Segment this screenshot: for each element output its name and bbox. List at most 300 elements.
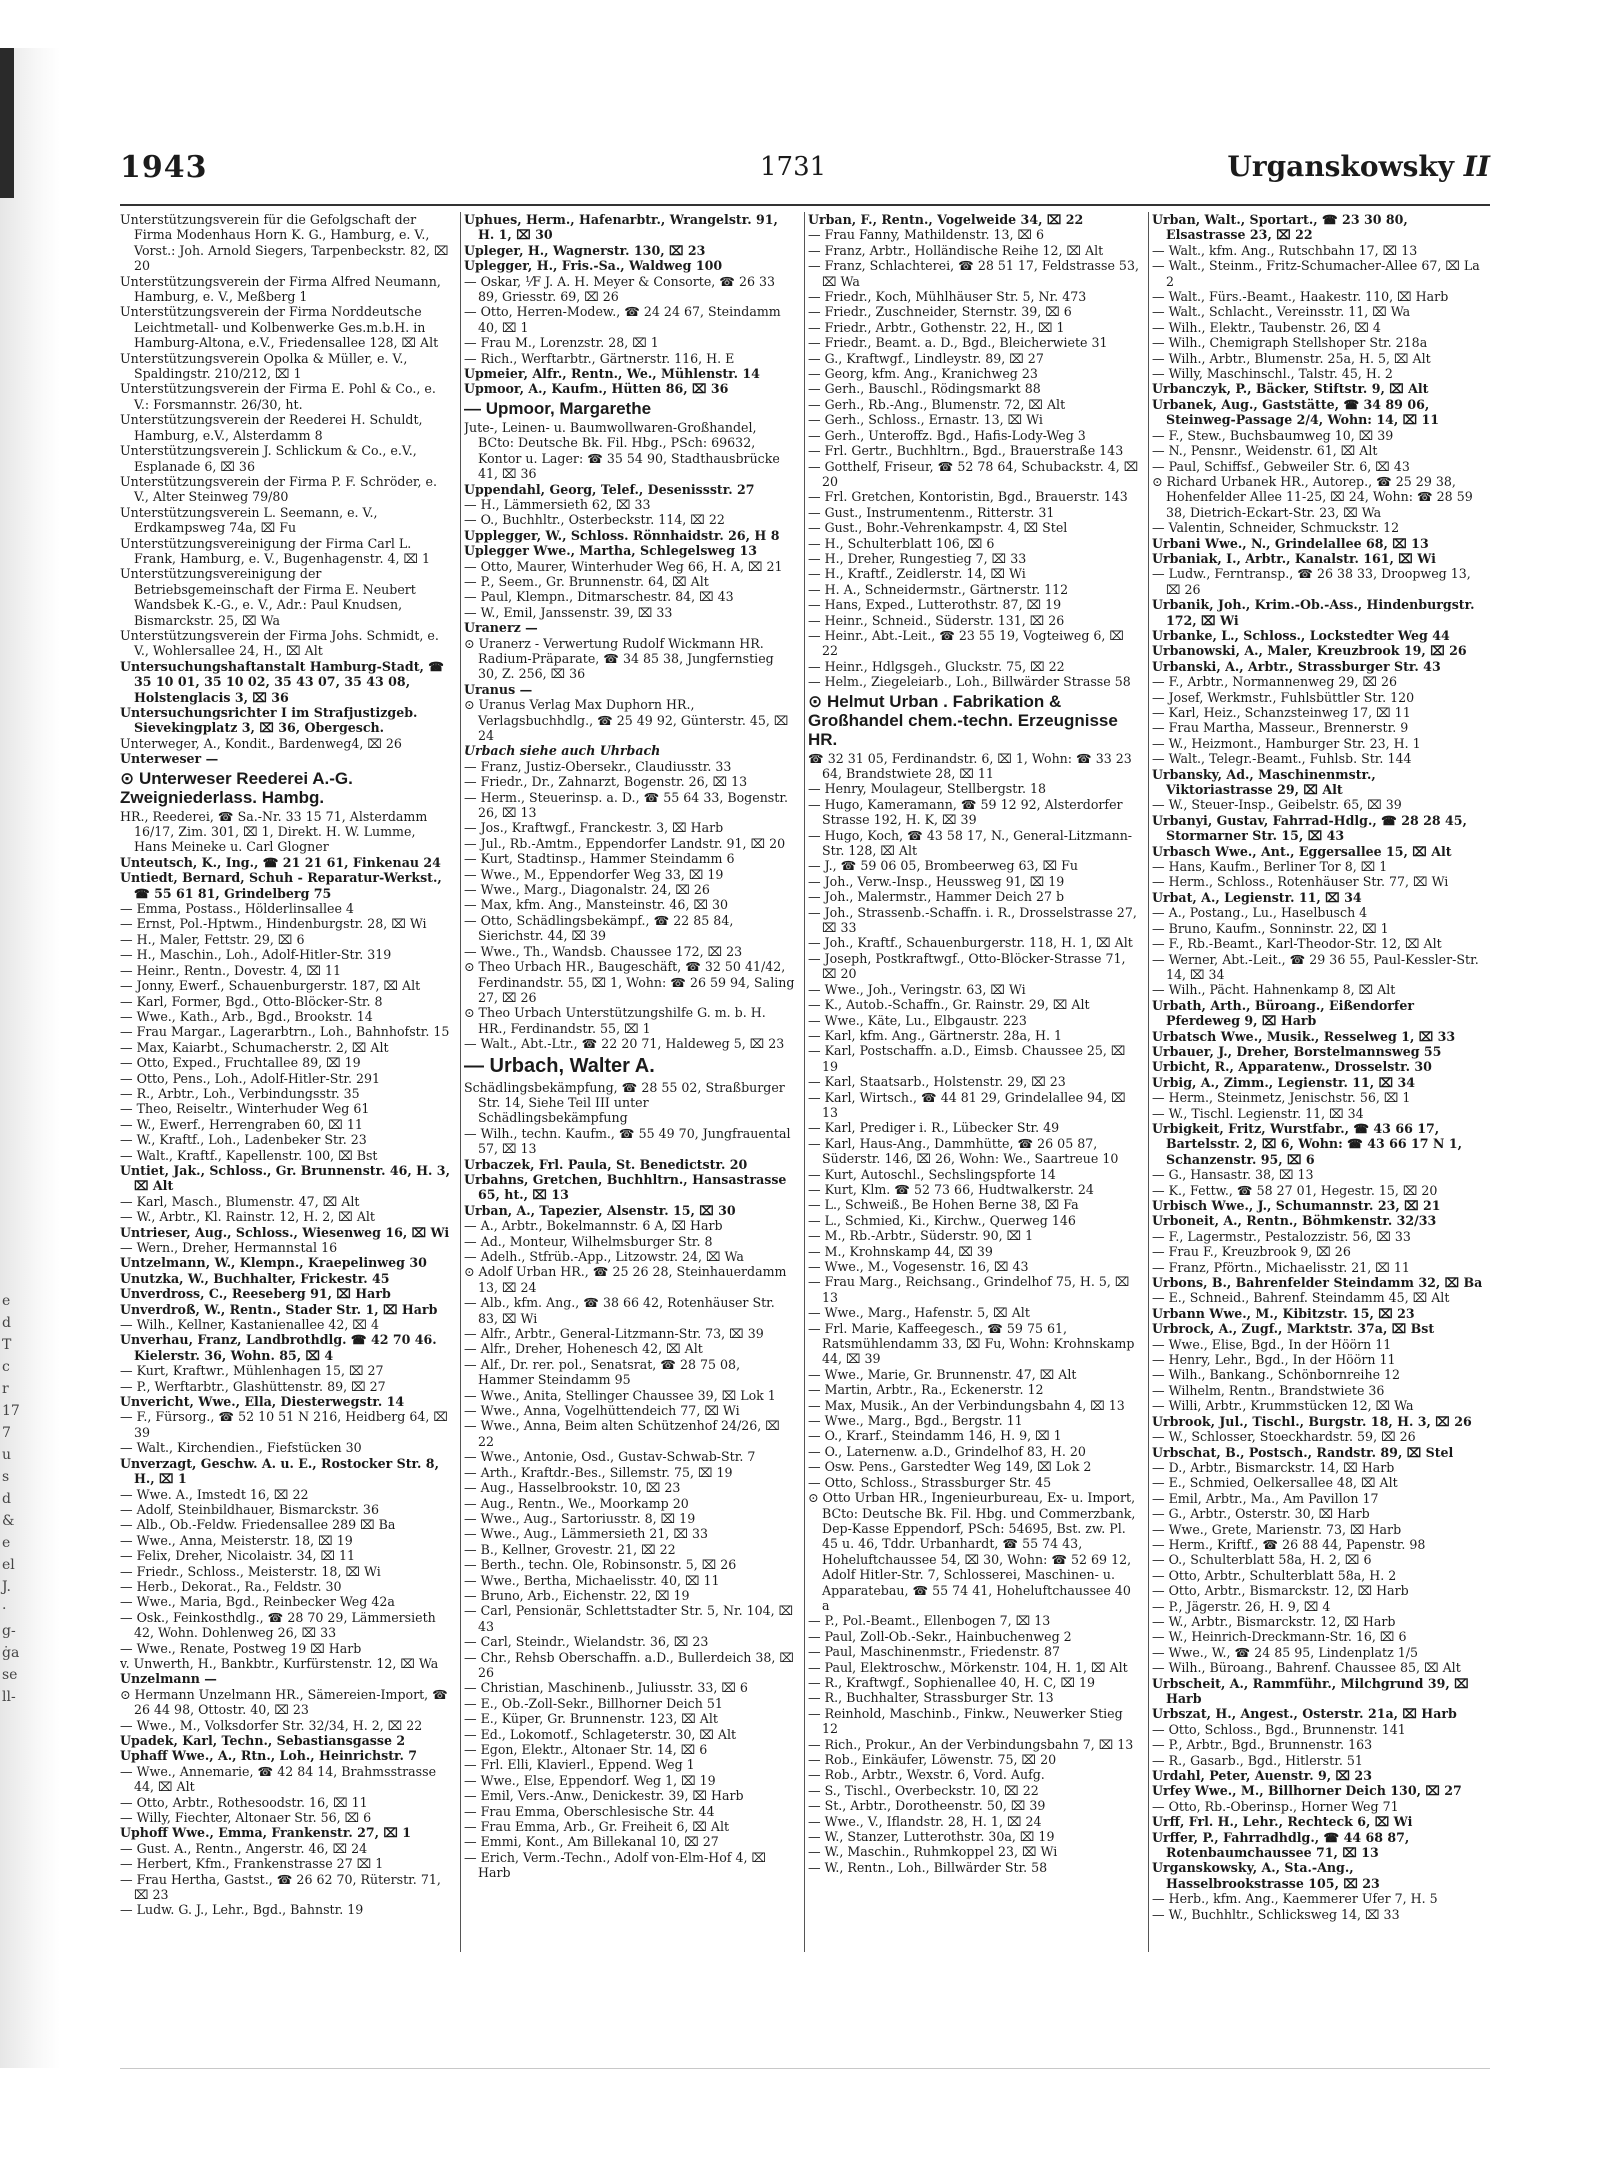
directory-entry: — Otto, Arbtr., Bismarckstr. 12, ⌧ Harb: [1152, 1583, 1409, 1599]
directory-entry: — W., Buchhltr., Schlicksweg 14, ⌧ 33: [1152, 1906, 1400, 1922]
directory-entry: — Max, kfm. Ang., Mansteinstr. 46, ⌧ 30: [464, 897, 728, 913]
directory-entry: — Adolf, Steinbildhauer, Bismarckstr. 36: [120, 1501, 379, 1517]
directory-entry: — Wwe., Anna, Beim alten Schützenhof 24/26, ⌧ 22: [464, 1418, 780, 1449]
directory-entry: Urboneit, A., Rentn., Böhmkenstr. 32/33: [1152, 1213, 1437, 1229]
directory-entry: — Heinr., Hdlgsgeh., Gluckstr. 75, ⌧ 22: [808, 658, 1065, 674]
directory-entry: — Frau Fanny, Mathildenstr. 13, ⌧ 6: [808, 227, 1045, 243]
directory-entry: Urbanyi, Gustav, Fahrrad-Hdlg., ☎ 28 28 45, Stormarner Str. 15, ⌧ 43: [1152, 812, 1467, 844]
directory-entry: — Friedr., Beamt. a. D., Bgd., Bleicherwiete 31: [808, 335, 1108, 351]
directory-entry: — Wwe., Marg., Bgd., Bergstr. 11: [808, 1413, 1023, 1429]
margin-fragment: J.: [2, 1579, 11, 1595]
directory-entry: — Ad., Monteur, Wilhelmsburger Str. 8: [464, 1233, 713, 1249]
margin-fragment: s: [2, 1469, 10, 1485]
directory-entry: — Otto, Maurer, Winterhuder Weg 66, H. A, ⌧ 21: [464, 558, 783, 574]
margin-fragment: g-: [2, 1623, 16, 1639]
directory-entry: — L., Schweiß., Be Hohen Berne 38, ⌧ Fa: [808, 1197, 1079, 1213]
directory-entry: Uplegger Wwe., Martha, Schlegelsweg 13: [464, 543, 757, 559]
directory-entry: — Oskar, ⅟F J. A. H. Meyer & Consorte, ☎ 26 33 89, Griesstr. 69, ⌧ 26: [464, 273, 776, 305]
directory-entry: Upleger, H., Wagnerstr. 130, ⌧ 23: [464, 242, 706, 258]
directory-entry: Unterstützungsverein der Firma Alfred Neumann, Hamburg, e. V., Meßberg 1: [120, 273, 441, 305]
directory-entry: — Upmoor, Margarethe: [464, 398, 652, 418]
directory-entry: Unverdross, C., Reeseberg 91, ⌧ Harb: [120, 1286, 391, 1302]
directory-entry: Urbanczyk, P., Bäcker, Stiftstr. 9, ⌧ Alt: [1152, 381, 1429, 397]
directory-entry: — Karl, Staatsarb., Holstenstr. 29, ⌧ 23: [808, 1074, 1066, 1090]
margin-fragment: d: [2, 1315, 11, 1331]
directory-entry: — Frau F., Kreuzbrook 9, ⌧ 26: [1152, 1244, 1351, 1260]
directory-entry: — Alfr., Dreher, Hohenesch 42, ⌧ Alt: [464, 1341, 703, 1357]
directory-entry: — Gerh., Schloss., Ernastr. 13, ⌧ Wi: [808, 412, 1043, 428]
directory-entry: — Gerh., Unteroffz. Bgd., Hafis-Lody-Weg 3: [808, 427, 1086, 443]
directory-entry: Urbrock, A., Zugf., Marktstr. 37a, ⌧ Bst: [1152, 1321, 1435, 1337]
directory-entry: — Willy, Fiechter, Altonaer Str. 56, ⌧ 6: [120, 1810, 372, 1826]
directory-entry: — Herm., Steuerinsp. a. D., ☎ 55 64 33, Bogenstr. 26, ⌧ 13: [464, 789, 788, 821]
margin-fragment: ·: [2, 1601, 7, 1617]
margin-fragment: c: [2, 1359, 10, 1375]
directory-entry: — Gerh., Bauschl., Rödingsmarkt 88: [808, 381, 1041, 397]
directory-entry: Unverdroß, W., Rentn., Stader Str. 1, ⌧ Harb: [120, 1301, 438, 1317]
directory-entry: — H., Schulterblatt 106, ⌧ 6: [808, 535, 995, 551]
directory-entry: — Gerh., Rb.-Ang., Blumenstr. 72, ⌧ Alt: [808, 396, 1066, 412]
directory-entry: — P., Arbtr., Bgd., Brunnenstr. 163: [1152, 1737, 1373, 1753]
directory-entry: — Otto, Schloss., Strassburger Str. 45: [808, 1474, 1052, 1490]
directory-entry: — Otto, Schädlingsbekämpf., ☎ 22 85 84, Sierichstr. 44, ⌧ 39: [464, 912, 734, 944]
directory-entry: — Werner, Abt.-Leit., ☎ 29 36 55, Paul-Kessler-Str. 14, ⌧ 34: [1152, 951, 1479, 982]
directory-entry: Unverhau, Franz, Landbrothdlg. ☎ 42 70 46. Kielerstr. 36, Wohn. 85, ⌧ 4: [120, 1332, 437, 1363]
directory-entry: Uranus —: [464, 681, 533, 697]
scan-edge: [0, 48, 60, 2068]
margin-fragment: u: [2, 1447, 12, 1463]
directory-entry: — Karl, Haus-Ang., Dammhütte, ☎ 26 05 87, Süderstr. 146, ⌧ 26, Wohn: We., Saartreue 10: [808, 1135, 1119, 1167]
directory-entry: — Felix, Dreher, Nicolaistr. 34, ⌧ 11: [120, 1548, 356, 1564]
directory-entry: Urbanski, A., Arbtr., Strassburger Str. 43: [1152, 658, 1441, 674]
directory-entry: — K., Autob.-Schaffn., Gr. Rainstr. 29, ⌧ Alt: [808, 997, 1090, 1013]
directory-entry: — Gust. A., Rentn., Angerstr. 46, ⌧ 24: [120, 1840, 368, 1856]
directory-entry: — Wilh., Büroang., Bahrenf. Chaussee 85, ⌧ Alt: [1152, 1660, 1461, 1676]
directory-entry: — Wwe., M., Eppendorfer Weg 33, ⌧ 19: [464, 866, 724, 882]
directory-entry: Unterstützungsverein der Firma P. F. Schröder, e. V., Alter Steinweg 79/80: [120, 473, 438, 505]
directory-entry: — Urbach, Walter A.: [464, 1054, 655, 1077]
directory-entry: — Frl. Elli, Klavierl., Eppend. Weg 1: [464, 1757, 695, 1773]
margin-fragment: e: [2, 1293, 11, 1309]
column-1: [120, 212, 452, 1952]
directory-entry: — Franz, Schlachterei, ☎ 28 51 17, Feldstrasse 53, ⌧ Wa: [808, 258, 1139, 289]
directory-entry: Urbat, A., Legienstr. 11, ⌧ 34: [1152, 889, 1362, 905]
directory-entry: — Wwe., W., ☎ 24 85 95, Lindenplatz 1/5: [1152, 1644, 1419, 1660]
directory-entry: — E., Schneid., Bahrenf. Steindamm 45, ⌧ Alt: [1152, 1290, 1450, 1306]
directory-entry: — Adelh., Stfrüb.-App., Litzowstr. 24, ⌧ Wa: [464, 1249, 744, 1264]
directory-entry: — Paul, Schiffsf., Gebweiler Str. 6, ⌧ 43: [1152, 458, 1410, 474]
directory-entry: — Martin, Arbtr., Ra., Eckenerstr. 12: [808, 1382, 1044, 1398]
directory-entry: — Wwe., Aug., Sartoriusstr. 8, ⌧ 19: [464, 1510, 696, 1526]
directory-entry: — Aug., Hasselbrookstr. 10, ⌧ 23: [464, 1480, 681, 1496]
directory-entry: — Walt., Fürs.-Beamt., Haakestr. 110, ⌧ Harb: [1152, 289, 1449, 305]
directory-entry: — Josef, Werkmstr., Fuhlsbüttler Str. 120: [1152, 689, 1415, 705]
directory-entry: Unterweger, A., Kondit., Bardenweg4, ⌧ 26: [120, 735, 402, 751]
directory-entry: — W., Heinrich-Dreckmann-Str. 16, ⌧ 6: [1152, 1629, 1407, 1645]
directory-entry: — A., Postang., Lu., Haselbusch 4: [1152, 905, 1368, 921]
directory-entry: Urff, Frl. H., Lehr., Rechteck 6, ⌧ Wi: [1152, 1814, 1413, 1830]
directory-entry: ⊙ Theo Urbach HR., Baugeschäft, ☎ 32 50 41/42, Ferdinandstr. 55, ⌧ 1, Wohn: ☎ 26 59 94, Saling 27, ⌧ 26: [464, 959, 795, 1005]
header-page-number: 1731: [760, 152, 827, 182]
directory-entry: — Georg, kfm. Ang., Kranichweg 23: [808, 366, 1038, 382]
directory-entry: — Otto, Herren-Modew., ☎ 24 24 67, Steindamm 40, ⌧ 1: [464, 304, 781, 335]
directory-entry: — Karl, Heiz., Schanzsteinweg 17, ⌧ 11: [1152, 705, 1411, 720]
directory-entry: — Karl, kfm. Ang., Gärtnerstr. 28a, H. 1: [808, 1027, 1063, 1043]
margin-fragment: el: [2, 1557, 15, 1573]
directory-entry: — Heinr., Rentn., Dovestr. 4, ⌧ 11: [120, 962, 342, 978]
directory-entry: Urbigkeit, Fritz, Wurstfabr., ☎ 43 66 17, Bartelsstr. 2, ⌧ 6, Wohn: ☎ 43 66 17 N 1, Schanzenstr. 95, ⌧ 6: [1152, 1120, 1462, 1167]
directory-entry: — H., Kraftf., Zeidlerstr. 14, ⌧ Wi: [808, 566, 1026, 582]
directory-entry: — Ludw., Ferntransp., ☎ 26 38 33, Droopweg 13, ⌧ 26: [1152, 566, 1471, 597]
directory-entry: — Kurt, Kraftwr., Mühlenhagen 15, ⌧ 27: [120, 1363, 384, 1379]
directory-entry: — Paul, Klempn., Ditmarschestr. 84, ⌧ 43: [464, 589, 734, 605]
directory-entry: — Otto, Arbtr., Schulterblatt 58a, H. 2: [1152, 1567, 1397, 1583]
margin-fragment: se: [2, 1667, 18, 1683]
directory-entry: Unterstützungsverein Opolka & Müller, e. V., Spaldingstr. 210/212, ⌧ 1: [120, 350, 408, 382]
directory-entry: v. Unwerth, H., Bankbtr., Kurfürstenstr. 12, ⌧ Wa: [120, 1655, 439, 1671]
directory-entry: — W., Tischl. Legienstr. 11, ⌧ 34: [1152, 1105, 1364, 1121]
directory-entry: Urbszat, H., Angest., Osterstr. 21a, ⌧ Harb: [1152, 1706, 1457, 1722]
directory-entry: — O., Krarf., Steindamm 146, H. 9, ⌧ 1: [808, 1428, 1062, 1444]
directory-entry: Unterstützungsverein für die Gefolgschaft der Firma Modenhaus Horn K. G., Hamburg, e. V., Vorst.: Joh. Arnold Siegers, Tarpenbeckstr. 82, ⌧ 20: [120, 212, 449, 274]
directory-entry: Urbatsch Wwe., Musik., Resselweg 1, ⌧ 33: [1152, 1028, 1456, 1044]
directory-entry: — Wwe., Maria, Bgd., Reinbecker Weg 42a: [120, 1594, 395, 1610]
directory-entry: — H., Lämmersieth 62, ⌧ 33: [464, 496, 651, 512]
directory-entry: — N., Pensnr., Weidenstr. 61, ⌧ Alt: [1152, 443, 1378, 459]
directory-entry: Unverzagt, Geschw. A. u. E., Rostocker Str. 8, H., ⌧ 1: [120, 1455, 439, 1487]
directory-entry: — Willi, Arbtr., Krummstücken 12, ⌧ Wa: [1152, 1398, 1414, 1414]
margin-fragment: r: [2, 1381, 9, 1397]
directory-entry: — F., Stew., Buchsbaumweg 10, ⌧ 39: [1152, 427, 1394, 443]
directory-entry: — W., Arbtr., Kl. Rainstr. 12, H. 2, ⌧ Alt: [120, 1209, 375, 1225]
directory-entry: — D., Arbtr., Bismarckstr. 14, ⌧ Harb: [1152, 1459, 1395, 1475]
directory-entry: — Karl, Prediger i. R., Lübecker Str. 49: [808, 1120, 1060, 1136]
directory-entry: Unterstützungsverein der Reederei H. Schuldt, Hamburg, e.V., Alsterdamm 8: [120, 412, 423, 443]
directory-entry: Urbig, A., Zimm., Legienstr. 11, ⌧ 34: [1152, 1074, 1415, 1090]
directory-entry: — Gust., Bohr.-Vehrenkampstr. 4, ⌧ Stel: [808, 520, 1068, 536]
directory-entry: — Heinr., Schneid., Süderstr. 131, ⌧ 26: [808, 612, 1065, 628]
directory-entry: — Ludw. G. J., Lehr., Bgd., Bahnstr. 19: [120, 1902, 364, 1918]
directory-entry: — Walt., kfm. Ang., Rutschbahn 17, ⌧ 13: [1152, 242, 1418, 258]
directory-entry: — Jonny, Ewerf., Schauenburgerstr. 187, ⌧ Alt: [120, 978, 421, 994]
directory-entry: — Hugo, Kameramann, ☎ 59 12 92, Alsterdorfer Strasse 192, H. K, ⌧ 39: [808, 796, 1123, 828]
margin-fragments: [2, 1290, 24, 1708]
directory-entry: — Karl, Wirtsch., ☎ 44 81 29, Grindelallee 94, ⌧ 13: [808, 1089, 1126, 1120]
directory-entry: — Emil, Arbtr., Ma., Am Pavillon 17: [1152, 1490, 1379, 1506]
directory-entry: Urbasch Wwe., Ant., Eggersallee 15, ⌧ Alt: [1152, 843, 1452, 859]
directory-entry: — Paul, Maschinenmstr., Friedenstr. 87: [808, 1644, 1061, 1660]
directory-entry: — Frl. Marie, Kaffeegesch., ☎ 59 75 61, Ratsmühlendamm 33, ⌧ Fu, Wohn: Krohnskamp 44, ⌧ 39: [808, 1320, 1135, 1367]
directory-entry: — Alf., Dr. rer. pol., Senatsrat, ☎ 28 75 08, Hammer Steindamm 95: [464, 1356, 741, 1388]
directory-entry: — Wwe., Marie, Gr. Brunnenstr. 47, ⌧ Alt: [808, 1366, 1077, 1382]
directory-entry: Unterstützungsverein J. Schlickum & Co., e.V., Esplanade 6, ⌧ 36: [120, 443, 417, 474]
directory-entry: ⊙ Adolf Urban HR., ☎ 25 26 28, Steinhauerdamm 13, ⌧ 24: [464, 1264, 787, 1295]
directory-entry: — Hans, Exped., Lutterothstr. 87, ⌧ 19: [808, 597, 1062, 613]
directory-entry: — Frl. Gretchen, Kontoristin, Bgd., Brauerstr. 143: [808, 489, 1128, 505]
directory-entry: — Carl, Steindr., Wielandstr. 36, ⌧ 23: [464, 1634, 709, 1650]
column-4: [1152, 212, 1484, 1952]
directory-entry: — Wilh., Elektr., Taubenstr. 26, ⌧ 4: [1152, 319, 1381, 335]
directory-entry: Urbrook, Jul., Tischl., Burgstr. 18, H. 3, ⌧ 26: [1152, 1413, 1472, 1429]
directory-entry: — E., Küper, Gr. Brunnenstr. 123, ⌧ Alt: [464, 1711, 718, 1727]
directory-entry: ⊙ Uranus Verlag Max Duphorn HR., Verlagsbuchhdlg., ☎ 25 49 92, Günterstr. 45, ⌧ 24: [464, 697, 789, 743]
directory-entry: — Wilh., techn. Kaufm., ☎ 55 49 70, Jungfrauental 57, ⌧ 13: [464, 1125, 791, 1157]
directory-entry: ⊙ Hermann Unzelmann HR., Sämereien-Import, ☎ 26 44 98, Ottostr. 40, ⌧ 23: [120, 1686, 448, 1718]
directory-entry: — Franz, Justiz-Obersekr., Claudiusstr. 33: [464, 758, 732, 774]
directory-entry: — Frl. Gertr., Buchhltrn., Bgd., Brauerstraße 143: [808, 443, 1124, 459]
directory-entry: — Wwe., Marg., Hafenstr. 5, ⌧ Alt: [808, 1305, 1030, 1321]
directory-entry: — B., Kellner, Grovestr. 21, ⌧ 22: [464, 1541, 676, 1557]
directory-entry: — Wilhelm, Rentn., Brandstwiete 36: [1152, 1382, 1385, 1398]
directory-entry: Urbaniak, I., Arbtr., Kanalstr. 161, ⌧ Wi: [1152, 550, 1436, 566]
directory-entry: ⊙ Theo Urbach Unterstützungshilfe G. m. b. H. HR., Ferdinandstr. 55, ⌧ 1: [464, 1005, 766, 1036]
directory-entry: — E., Ob.-Zoll-Sekr., Billhorner Deich 51: [464, 1695, 723, 1711]
directory-entry: — Wwe. A., Imstedt 16, ⌧ 22: [120, 1486, 309, 1502]
directory-entry: Uphoff Wwe., Emma, Frankenstr. 27, ⌧ 1: [120, 1825, 412, 1841]
directory-entry: Jute-, Leinen- u. Baumwollwaren-Großhandel, BCto: Deutsche Bk. Fil. Hbg., PSch: 69632, Kontor u. Lager: ☎ 35 54 90, Stadthausbrücke 41, ⌧ 36: [464, 419, 780, 482]
directory-entry: Urbanke, L., Schloss., Lockstedter Weg 44: [1152, 627, 1450, 643]
directory-entry: — Rob., Einkäufer, Löwenstr. 75, ⌧ 20: [808, 1752, 1057, 1767]
directory-entry: — Christian, Maschinenb., Juliusstr. 33, ⌧ 6: [464, 1680, 748, 1696]
directory-entry: Unutzka, W., Buchhalter, Frickestr. 45: [120, 1270, 390, 1286]
directory-columns: [120, 212, 1490, 1952]
directory-entry: — Joh., Verw.-Insp., Heussweg 91, ⌧ 19: [808, 873, 1065, 889]
directory-entry: Untzelmann, W., Klempn., Kraepelinweg 30: [120, 1255, 427, 1271]
directory-entry: Untersuchungshaftanstalt Hamburg-Stadt, ☎ 35 10 01, 35 10 02, 35 43 07, 35 43 08, Holstenglacis 3, ⌧ 36: [120, 658, 444, 705]
directory-entry: Urdahl, Peter, Auenstr. 9, ⌧ 23: [1152, 1768, 1372, 1784]
directory-entry: — P., Pol.-Beamt., Ellenbogen 7, ⌧ 13: [808, 1613, 1051, 1629]
directory-entry: — E., Schmied, Oelkersallee 48, ⌧ Alt: [1152, 1475, 1398, 1491]
directory-entry: — Joh., Malermstr., Hammer Deich 27 b: [808, 889, 1065, 905]
directory-entry: — Helm., Ziegeleiarb., Loh., Billwärder Strasse 58: [808, 674, 1131, 690]
directory-entry: — Ernst, Pol.-Hptwm., Hindenburgstr. 28, ⌧ Wi: [120, 916, 427, 932]
directory-entry: — Jul., Rb.-Amtm., Eppendorfer Landstr. 91, ⌧ 20: [464, 835, 786, 851]
directory-entry: — F., Arbtr., Normannenweg 29, ⌧ 26: [1152, 674, 1397, 690]
directory-entry: Unzelmann —: [120, 1671, 217, 1687]
directory-entry: — Walt., Steinm., Fritz-Schumacher-Allee 67, ⌧ La 2: [1152, 258, 1480, 289]
directory-entry: — Chr., Rehsb Oberschaffn. a.D., Bullerdeich 38, ⌧ 26: [464, 1649, 794, 1680]
directory-entry: — Paul, Elektroschw., Mörkenstr. 104, H. 1, ⌧ Alt: [808, 1659, 1128, 1675]
directory-entry: — H., Maler, Fettstr. 29, ⌧ 6: [120, 931, 305, 947]
directory-entry: — P., Jägerstr. 26, H. 9, ⌧ 4: [1152, 1598, 1331, 1614]
margin-fragment: ġa: [2, 1645, 20, 1661]
directory-entry: — Hans, Kaufm., Berliner Tor 8, ⌧ 1: [1152, 859, 1388, 875]
directory-entry: Urbach siehe auch Uhrbach: [464, 743, 661, 759]
directory-entry: Uphaff Wwe., A., Rtn., Loh., Heinrichstr. 7: [120, 1748, 418, 1764]
directory-entry: — Friedr., Dr., Zahnarzt, Bogenstr. 26, ⌧ 13: [464, 774, 748, 790]
directory-entry: — Max, Musik., An der Verbindungsbahn 4, ⌧ 13: [808, 1397, 1125, 1413]
directory-entry: — Walt., Telegr.-Beamt., Fuhlsb. Str. 144: [1152, 751, 1412, 767]
page-header: [120, 150, 1490, 200]
directory-entry: — Wilh., Bankang., Schönbornreihe 12: [1152, 1367, 1401, 1383]
directory-entry: Upmeier, Alfr., Rentn., We., Mühlenstr. 14: [464, 366, 760, 382]
directory-entry: Urban, F., Rentn., Vogelweide 34, ⌧ 22: [808, 212, 1084, 227]
directory-entry: — Wwe., Marg., Diagonalstr. 24, ⌧ 26: [464, 882, 710, 898]
directory-entry: — H. A., Schneidermstr., Gärtnerstr. 112: [808, 581, 1069, 597]
header-rule: [120, 204, 1490, 206]
directory-entry: — Emma, Postass., Hölderlinsallee 4: [120, 901, 354, 917]
directory-entry: Urbicht, R., Apparatenw., Drosselstr. 30: [1152, 1059, 1432, 1075]
directory-entry: Uplegger, H., Fris.-Sa., Waldweg 100: [464, 258, 723, 274]
directory-entry: — S., Tischl., Overbeckstr. 10, ⌧ 22: [808, 1782, 1039, 1798]
page-bottom-edge: [120, 2068, 1490, 2069]
directory-entry: Schädlingsbekämpfung, ☎ 28 55 02, Straßburger Str. 14, Siehe Teil III unter Schädlingsbekämpfung: [464, 1079, 785, 1126]
directory-entry: Urban, A., Tapezier, Alsenstr. 15, ⌧ 30: [464, 1202, 736, 1218]
binding-shadow: [0, 48, 14, 198]
directory-entry: — Frau Margar., Lagerarbtrn., Loh., Bahnhofstr. 15: [120, 1024, 450, 1040]
directory-entry: — Wwe., Th., Wandsb. Chaussee 172, ⌧ 23: [464, 943, 743, 959]
directory-entry: — Walt., Schlacht., Vereinsstr. 11, ⌧ Wa: [1152, 304, 1411, 320]
directory-entry: — W., Schlosser, Stoeckhardstr. 59, ⌧ 26: [1152, 1429, 1416, 1445]
directory-entry: Uphues, Herm., Hafenarbtr., Wrangelstr. 91, H. 1, ⌧ 30: [464, 212, 778, 243]
directory-entry: — J., ☎ 59 06 05, Brombeerweg 63, ⌧ Fu: [808, 858, 1078, 874]
directory-entry: — A., Arbtr., Bokelmannstr. 6 A, ⌧ Harb: [464, 1218, 723, 1234]
header-year: 1943: [120, 150, 208, 185]
directory-entry: — Wilh., Arbtr., Blumenstr. 25a, H. 5, ⌧ Alt: [1152, 350, 1431, 366]
directory-entry: — H., Dreher, Rungestieg 7, ⌧ 33: [808, 550, 1027, 566]
directory-entry: — Wwe., Renate, Postweg 19 ⌧ Harb: [120, 1640, 362, 1656]
directory-entry: — Franz, Pförtn., Michaelisstr. 21, ⌧ 11: [1152, 1259, 1410, 1275]
directory-entry: — Reinhold, Maschinb., Finkw., Neuwerker Stieg 12: [808, 1705, 1123, 1737]
directory-entry: — Wwe., Else, Eppendorf. Weg 1, ⌧ 19: [464, 1772, 716, 1788]
directory-entry: — M., Krohnskamp 44, ⌧ 39: [808, 1243, 993, 1259]
directory-entry: — Wwe., V., Iflandstr. 28, H. 1, ⌧ 24: [808, 1813, 1042, 1829]
directory-entry: — Herm., Kriftf., ☎ 26 88 44, Papenstr. 98: [1152, 1536, 1426, 1552]
directory-entry: ⊙ Uranerz - Verwertung Rudolf Wickmann HR. Radium-Präparate, ☎ 34 85 38, Jungfernstieg 30, Z. 256, ⌧ 36: [464, 635, 774, 682]
directory-entry: — Karl, Postschaffn. a.D., Eimsb. Chaussee 25, ⌧ 19: [808, 1043, 1126, 1074]
header-range-name: Urganskowsky: [1227, 150, 1455, 183]
directory-entry: — Frau Emma, Oberschlesische Str. 44: [464, 1803, 715, 1819]
directory-entry: — Rich., Prokur., An der Verbindungsbahn 7, ⌧ 13: [808, 1736, 1134, 1752]
directory-entry: — Wwe., Antonie, Osd., Gustav-Schwab-Str. 7: [464, 1449, 756, 1465]
directory-entry: — Wwe., Anna, Meisterstr. 18, ⌧ 19: [120, 1532, 353, 1548]
directory-entry: — Joseph, Postkraftwgf., Otto-Blöcker-Strasse 71, ⌧ 20: [808, 950, 1126, 982]
margin-fragment: 17: [2, 1403, 20, 1419]
directory-entry: Unterweser —: [120, 751, 219, 767]
directory-entry: — Wwe., Joh., Veringstr. 63, ⌧ Wi: [808, 981, 1026, 997]
directory-entry: — Wern., Dreher, Hermannstal 16: [120, 1240, 338, 1255]
directory-entry: Uppendahl, Georg, Telef., Desenissstr. 27: [464, 481, 755, 497]
directory-entry: Urganskowsky, A., Sta.-Ang., Hasselbrookstrasse 105, ⌧ 23: [1152, 1860, 1380, 1891]
directory-entry: — P., Werftarbtr., Glashüttenstr. 89, ⌧ 27: [120, 1378, 386, 1394]
directory-entry: — G., Hansastr. 38, ⌧ 13: [1152, 1167, 1314, 1183]
directory-entry: — Alb., Ob.-Feldw. Friedensallee 289 ⌧ Ba: [120, 1517, 396, 1533]
directory-entry: — Ed., Lokomotf., Schlageterstr. 30, ⌧ Alt: [464, 1726, 737, 1742]
directory-entry: Untrieser, Aug., Schloss., Wiesenweg 16, ⌧ Wi: [120, 1224, 450, 1240]
directory-entry: — Bruno, Arb., Eichenstr. 22, ⌧ 19: [464, 1587, 690, 1603]
directory-entry: — Max, Kaiarbt., Schumacherstr. 2, ⌧ Alt: [120, 1039, 389, 1055]
directory-entry: — Aug., Rentn., We., Moorkamp 20: [464, 1495, 689, 1511]
directory-entry: Untersuchungsrichter I im Strafjustizgeb. Sievekingplatz 3, ⌧ 36, Obergesch.: [120, 705, 418, 736]
directory-entry: Untiet, Jak., Schloss., Gr. Brunnenstr. 46, H. 3, ⌧ Alt: [120, 1162, 450, 1194]
directory-entry: — Wwe., Käte, Lu., Elbgaustr. 223: [808, 1012, 1027, 1028]
directory-entry: Unterstützungsvereinigung der Firma Carl L. Frank, Hamburg, e. V., Bugenhagenstr. 4, ⌧ 1: [120, 535, 431, 566]
directory-entry: Urbschat, B., Postsch., Randstr. 89, ⌧ Stel: [1152, 1444, 1454, 1460]
directory-entry: — P., Seem., Gr. Brunnenstr. 64, ⌧ Alt: [464, 573, 709, 589]
directory-entry: — Otto, Arbtr., Rothesoodstr. 16, ⌧ 11: [120, 1794, 368, 1810]
directory-entry: — Otto, Exped., Fruchtallee 89, ⌧ 19: [120, 1055, 361, 1071]
directory-entry: Urbansky, Ad., Maschinenmstr., Viktoriastrasse 29, ⌧ Alt: [1152, 766, 1376, 798]
directory-entry: Upadek, Karl, Techn., Sebastiansgasse 2: [120, 1733, 406, 1748]
directory-entry: — Alb., kfm. Ang., ☎ 38 66 42, Rotenhäuser Str. 83, ⌧ Wi: [464, 1295, 775, 1326]
directory-entry: — W., Emil, Janssenstr. 39, ⌧ 33: [464, 604, 673, 620]
directory-entry: — Wwe., Annemarie, ☎ 42 84 14, Brahmsstrasse 44, ⌧ Alt: [120, 1763, 437, 1795]
directory-entry: — F., Lagermstr., Pestalozzistr. 56, ⌧ 33: [1152, 1228, 1411, 1244]
directory-entry: Upmoor, A., Kaufm., Hütten 86, ⌧ 36: [464, 381, 729, 397]
directory-entry: — R., Kraftwgf., Sophienallee 40, H. C, ⌧ 19: [808, 1674, 1096, 1690]
directory-entry: — Alfr., Arbtr., General-Litzmann-Str. 73, ⌧ 39: [464, 1326, 764, 1342]
directory-entry: Uranerz —: [464, 620, 538, 636]
directory-entry: HR., Reederei, ☎ Sa.-Nr. 33 15 71, Alsterdamm 16/17, Zim. 301, ⌧ 1, Direkt. H. W. Lumme, Hans Meineke u. Carl Glogner: [120, 808, 428, 855]
directory-entry: Untiedt, Bernard, Schuh - Reparatur-Werkst., ☎ 55 61 81, Grindelberg 75: [120, 870, 442, 901]
directory-entry: — Kurt, Stadtinsp., Hammer Steindamm 6: [464, 851, 735, 867]
directory-entry: — Gust., Instrumentenm., Ritterstr. 31: [808, 504, 1055, 520]
directory-entry: — Franz, Arbtr., Holländische Reihe 12, ⌧ Alt: [808, 242, 1104, 258]
directory-entry: — Otto, Pens., Loh., Adolf-Hitler-Str. 291: [120, 1070, 381, 1086]
directory-entry: Urfey Wwe., M., Billhorner Deich 130, ⌧ 27: [1152, 1783, 1462, 1799]
directory-entry: — Bruno, Kaufm., Sonninstr. 22, ⌧ 1: [1152, 920, 1389, 936]
header-name-range: [1227, 150, 1490, 183]
margin-fragment: T: [2, 1337, 12, 1353]
directory-entry: — Emmi, Kont., Am Billekanal 10, ⌧ 27: [464, 1834, 719, 1850]
directory-entry: — Henry, Moulageur, Stellbergstr. 18: [808, 781, 1046, 797]
directory-entry: — O., Buchhltr., Osterbeckstr. 114, ⌧ 22: [464, 512, 725, 528]
column-2: [464, 212, 796, 1952]
directory-entry: Urbahns, Gretchen, Buchhltrn., Hansastrasse 65, ht., ⌧ 13: [464, 1171, 787, 1203]
directory-entry: — Henry, Lehr., Bgd., In der Höörn 11: [1152, 1352, 1396, 1368]
directory-entry: — Herm., Schloss., Rotenhäuser Str. 77, ⌧ Wi: [1152, 874, 1449, 890]
directory-entry: — Joh., Strassenb.-Schaffn. i. R., Drosselstrasse 27, ⌧ 33: [808, 904, 1137, 936]
directory-entry: — Frau Hertha, Gastst., ☎ 26 62 70, Rüterstr. 71, ⌧ 23: [120, 1871, 441, 1903]
directory-entry: — Friedr., Arbtr., Gothenstr. 22, H., ⌧ 1: [808, 319, 1065, 335]
directory-entry: — W., Maschin., Ruhmkoppel 23, ⌧ Wi: [808, 1844, 1058, 1860]
directory-entry: — Karl, Former, Bgd., Otto-Blöcker-Str. 8: [120, 993, 383, 1009]
directory-entry: — Friedr., Koch, Mühlhäuser Str. 5, Nr. 473: [808, 289, 1087, 305]
directory-entry: Urbaczek, Frl. Paula, St. Benedictstr. 20: [464, 1156, 748, 1172]
directory-entry: Unterstützungsverein der Firma E. Pohl & Co., e. V.: Forsmannstr. 26/30, ht.: [120, 381, 436, 412]
directory-entry: Urbauer, J., Dreher, Borstelmannsweg 55: [1152, 1043, 1442, 1059]
directory-entry: — Karl, Masch., Blumenstr. 47, ⌧ Alt: [120, 1193, 360, 1209]
directory-entry: Urbscheit, A., Rammführ., Milchgrund 39, ⌧ Harb: [1152, 1675, 1469, 1706]
directory-entry: Urbani Wwe., N., Grindelallee 68, ⌧ 13: [1152, 535, 1429, 551]
directory-entry: — Kurt, Autoschl., Sechslingspforte 14: [808, 1166, 1056, 1182]
directory-entry: — Wwe., M., Volksdorfer Str. 32/34, H. 2, ⌧ 22: [120, 1717, 423, 1733]
directory-entry: — Arth., Kraftdr.-Bes., Sillemstr. 75, ⌧ 19: [464, 1464, 733, 1480]
directory-entry: ⊙ Otto Urban HR., Ingenieurbureau, Ex- u. Import, BCto: Deutsche Bk. Fil. Hbg. und Commerzbank, Dep-Kasse Eppendorf, PSch: 54695, Bst. zw. Pl. 45 u. 46, Tddr. Urbanhardt, ☎ 55 74 43, Hoheluftchaussee 54, ⌧ 30, Wohn: ☎ 52 69 12, Adolf Hitler-Str. 7, Schlosserei, Maschinen- u. Apparatebau, ☎ 55 74 41, Hoheluftchaussee 40 a: [808, 1490, 1136, 1613]
margin-fragment: &: [2, 1513, 15, 1529]
directory-entry: — W., Arbtr., Bismarckstr. 12, ⌧ Harb: [1152, 1613, 1396, 1629]
directory-entry: — W., Kraftf., Loh., Ladenbeker Str. 23: [120, 1132, 367, 1148]
directory-entry: — Wwe., Elise, Bgd., In der Höörn 11: [1152, 1336, 1392, 1352]
directory-entry: — Erich, Verm.-Techn., Adolf von-Elm-Hof 4, ⌧ Harb: [464, 1849, 767, 1881]
directory-entry: — Osk., Feinkosthdlg., ☎ 28 70 29, Lämmersieth 42, Wohn. Dohlenweg 26, ⌧ 33: [120, 1609, 436, 1641]
directory-entry: Unvericht, Wwe., Ella, Diesterwegstr. 14: [120, 1394, 405, 1410]
directory-entry: — K., Fettw., ☎ 58 27 01, Hegestr. 15, ⌧ 20: [1152, 1182, 1438, 1198]
directory-entry: Unteutsch, K., Ing., ☎ 21 21 61, Finkenau 24: [120, 854, 441, 870]
directory-entry: — M., Rb.-Arbtr., Süderstr. 90, ⌧ 1: [808, 1228, 1034, 1244]
directory-entry: Urban, Walt., Sportart., ☎ 23 30 80, Elsastrasse 23, ⌧ 22: [1152, 212, 1408, 243]
directory-entry: — Otto, Rb.-Oberinsp., Horner Weg 71: [1152, 1798, 1399, 1814]
directory-entry: — Wwe., Aug., Lämmersieth 21, ⌧ 33: [464, 1526, 708, 1542]
directory-entry: — O., Laternenw. a.D., Grindelhof 83, H. 20: [808, 1443, 1086, 1459]
directory-entry: Unterstützungsverein der Firma Johs. Schmidt, e. V., Wohlersallee 24, H., ⌧ Alt: [120, 627, 439, 659]
directory-entry: — W., Heizmont., Hamburger Str. 23, H. 1: [1152, 735, 1421, 751]
directory-entry: — Wwe., M., Vogesenstr. 16, ⌧ 43: [808, 1259, 1029, 1274]
directory-entry: — Frau Marg., Reichsang., Grindelhof 75, H. 5, ⌧ 13: [808, 1274, 1130, 1305]
directory-entry: — Wilh., Kellner, Kastanienallee 42, ⌧ 4: [120, 1317, 379, 1333]
directory-entry: Urbisch Wwe., J., Schumannstr. 23, ⌧ 21: [1152, 1198, 1441, 1213]
directory-entry: — Herb., Dekorat., Ra., Feldstr. 30: [120, 1578, 342, 1594]
